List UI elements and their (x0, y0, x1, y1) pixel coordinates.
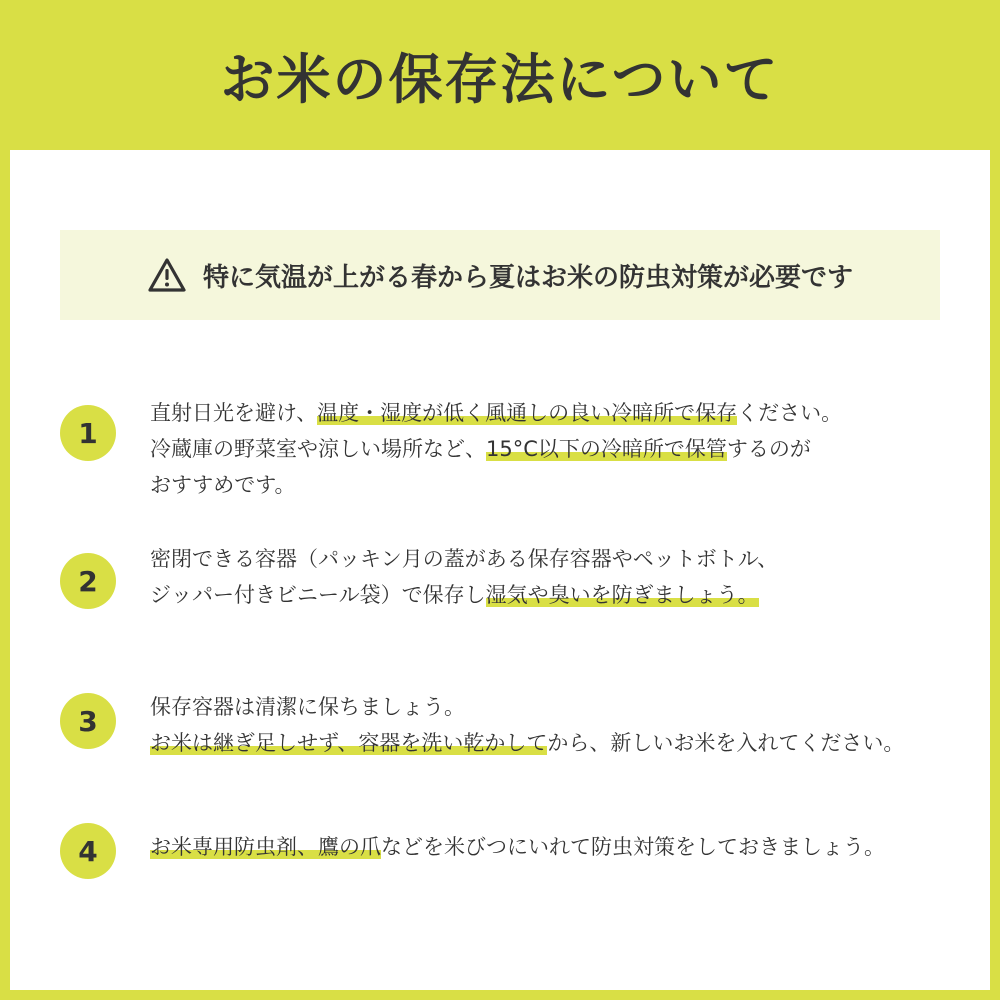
text-segment: などを米びつにいれて防虫対策をしておきましょう。 (381, 835, 885, 859)
step-text (150, 829, 960, 865)
highlight-text: 湿気や臭いを防ぎましょう。 (485, 583, 759, 607)
text-segment: 保存容器は清潔に保ちましょう。 (150, 695, 465, 719)
page-title: お米の保存法について (220, 47, 780, 111)
text-segment: するのが (726, 437, 811, 461)
step-number: 2 (60, 553, 116, 609)
text-segment: 密閉できる容器（パッキン月の蓋がある保存容器やペットボトル、 (150, 547, 779, 571)
warning-icon (147, 257, 187, 293)
warning-banner (60, 230, 940, 320)
highlight-text: 温度・湿度が低く風通しの良い冷暗所で保存 (317, 401, 738, 425)
highlight-text: 15°C以下の冷暗所で保管 (486, 437, 727, 461)
step-number: 4 (60, 823, 116, 879)
text-segment: 直射日光を避け、 (150, 401, 318, 425)
step-text (150, 541, 960, 613)
step-number: 3 (60, 693, 116, 749)
highlight-text: お米は継ぎ足しせず、容器を洗い乾かして (150, 731, 548, 755)
step-text (150, 395, 960, 503)
step-text (150, 689, 960, 761)
step-number: 1 (60, 405, 116, 461)
text-segment: ください。 (737, 401, 843, 425)
text-segment: から、新しいお米を入れてください。 (547, 731, 905, 755)
text-segment: おすすめです。 (150, 473, 296, 497)
warning-text: 特に気温が上がる春から夏はお米の防虫対策が必要です (202, 262, 853, 293)
content-panel (10, 150, 990, 990)
text-segment: ジッパー付きビニール袋）で保存し (150, 583, 486, 607)
text-segment: 冷蔵庫の野菜室や涼しい場所など、 (150, 437, 486, 461)
highlight-text: お米専用防虫剤、鷹の爪 (150, 835, 381, 859)
